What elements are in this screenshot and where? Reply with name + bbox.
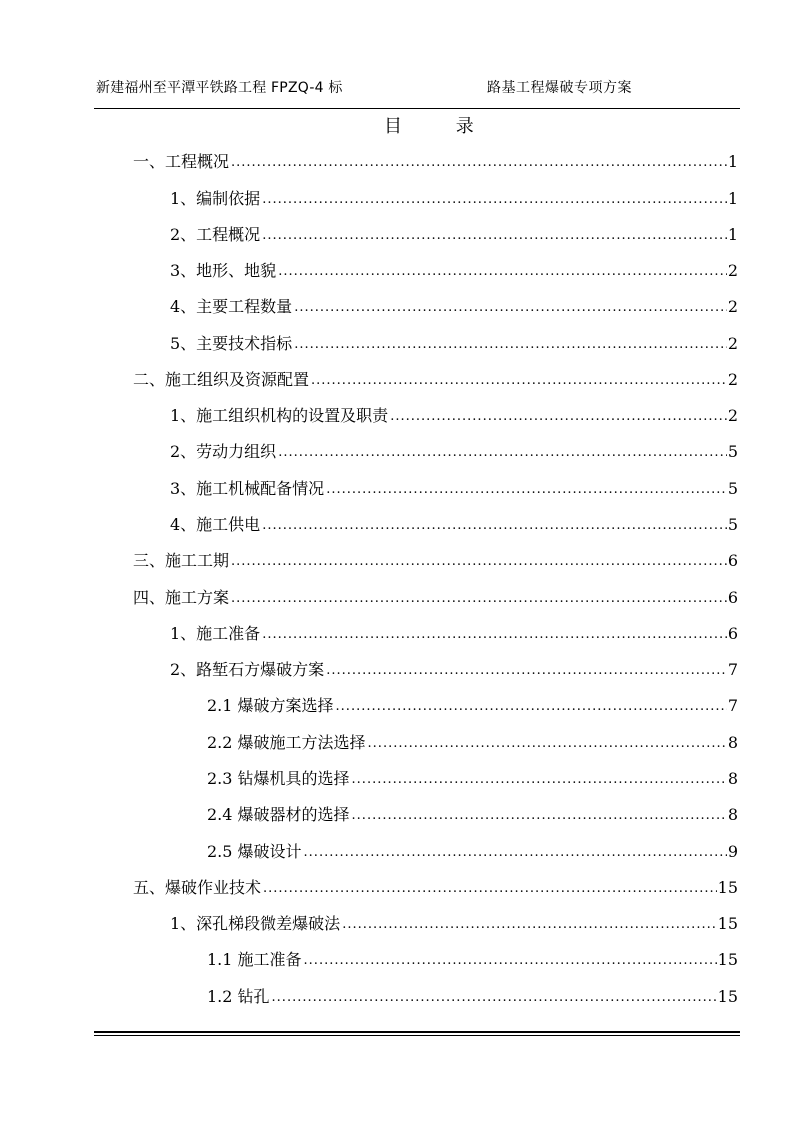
toc-leader-dots xyxy=(231,591,727,608)
toc-entry-page: 5 xyxy=(727,515,738,534)
toc-entry-label: 2.1 爆破方案选择 xyxy=(207,696,334,715)
toc-entry[interactable] xyxy=(170,185,738,209)
toc-entry-page: 2 xyxy=(727,370,738,389)
toc-entry-label: 2、工程概况 xyxy=(170,225,261,244)
toc-leader-dots xyxy=(311,373,727,390)
toc-entry-page: 8 xyxy=(727,805,738,824)
toc-entry[interactable] xyxy=(170,257,738,281)
toc-entry-page: 7 xyxy=(727,696,738,715)
toc-entry-label: 1、深孔梯段微差爆破法 xyxy=(170,914,341,933)
toc-leader-dots xyxy=(368,736,727,753)
toc-leader-dots xyxy=(262,228,727,245)
toc-entry[interactable] xyxy=(207,946,738,970)
toc-entry-page: 15 xyxy=(717,987,738,1006)
toc-leader-dots xyxy=(352,808,727,825)
toc-leader-dots xyxy=(231,155,727,172)
toc-entry[interactable] xyxy=(170,475,738,499)
toc-entry[interactable] xyxy=(170,330,738,354)
toc-leader-dots xyxy=(390,409,727,426)
toc-entry-label: 1、编制依据 xyxy=(170,189,261,208)
toc-leader-dots xyxy=(262,518,727,535)
toc-leader-dots xyxy=(263,881,717,898)
toc-leader-dots xyxy=(278,264,727,281)
toc-entry-page: 9 xyxy=(727,842,738,861)
toc-leader-dots xyxy=(272,990,717,1007)
toc-entry[interactable] xyxy=(133,547,738,571)
toc-entry[interactable] xyxy=(207,838,738,862)
toc-entry-page: 15 xyxy=(717,878,738,897)
toc-entry-label: 一、工程概况 xyxy=(133,152,230,171)
toc-entry[interactable] xyxy=(207,729,738,753)
toc-entry[interactable] xyxy=(170,656,738,680)
toc-entry-page: 6 xyxy=(727,588,738,607)
toc-entry-page: 8 xyxy=(727,769,738,788)
footer-rule-thin xyxy=(94,1035,740,1036)
toc-entry-label: 3、地形、地貌 xyxy=(170,261,277,280)
toc-leader-dots xyxy=(352,772,727,789)
toc-entry[interactable] xyxy=(170,402,738,426)
toc-leader-dots xyxy=(304,845,727,862)
toc-entry-page: 6 xyxy=(727,624,738,643)
toc-entry[interactable] xyxy=(133,148,738,172)
toc-entry[interactable] xyxy=(170,438,738,462)
toc-leader-dots xyxy=(262,192,727,209)
toc-leader-dots xyxy=(262,627,727,644)
toc-leader-dots xyxy=(294,300,727,317)
toc-entry-label: 二、施工组织及资源配置 xyxy=(133,370,310,389)
toc-entry-label: 1、施工准备 xyxy=(170,624,261,643)
toc-entry-label: 4、施工供电 xyxy=(170,515,261,534)
toc-entry-page: 5 xyxy=(727,442,738,461)
footer-rule-thick xyxy=(94,1031,740,1033)
toc-entry-label: 五、爆破作业技术 xyxy=(133,878,262,897)
toc-entry-page: 1 xyxy=(727,225,738,244)
toc-entry[interactable] xyxy=(207,765,738,789)
toc-leader-dots xyxy=(294,337,727,354)
toc-entry-page: 5 xyxy=(727,479,738,498)
toc-leader-dots xyxy=(231,554,727,571)
toc-entry[interactable] xyxy=(133,874,738,898)
toc-leader-dots xyxy=(326,663,727,680)
toc-entry-label: 四、施工方案 xyxy=(133,588,230,607)
toc-entry-label: 2.5 爆破设计 xyxy=(207,842,302,861)
toc-entry-page: 2 xyxy=(727,334,738,353)
toc-entry-label: 2.4 爆破器材的选择 xyxy=(207,805,350,824)
toc-entry[interactable] xyxy=(170,620,738,644)
toc-entry-page: 8 xyxy=(727,733,738,752)
toc-entry-label: 1.2 钻孔 xyxy=(207,987,270,1006)
page-header-right: 路基工程爆破专项方案 xyxy=(487,80,632,96)
toc-entry-page: 2 xyxy=(727,406,738,425)
toc-entry-page: 1 xyxy=(727,189,738,208)
toc-entry-label: 3、施工机械配备情况 xyxy=(170,479,325,498)
toc-entry-page: 2 xyxy=(727,297,738,316)
toc-entry-label: 2.3 钻爆机具的选择 xyxy=(207,769,350,788)
toc-entry-page: 15 xyxy=(717,914,738,933)
toc-entry-label: 1、施工组织机构的设置及职责 xyxy=(170,406,389,425)
toc-entry[interactable] xyxy=(207,983,738,1007)
page-header-left: 新建福州至平潭平铁路工程 FPZQ-4 标 xyxy=(96,80,343,96)
toc-entry[interactable] xyxy=(170,293,738,317)
toc-entry-label: 4、主要工程数量 xyxy=(170,297,293,316)
toc-entry-page: 15 xyxy=(717,950,738,969)
toc-entry-label: 2、劳动力组织 xyxy=(170,442,277,461)
toc-entry-label: 2、路堑石方爆破方案 xyxy=(170,660,325,679)
toc-entry-label: 1.1 施工准备 xyxy=(207,950,302,969)
toc-entry-label: 5、主要技术指标 xyxy=(170,334,293,353)
toc-entry[interactable] xyxy=(207,692,738,716)
toc-leader-dots xyxy=(342,917,716,934)
toc-entry[interactable] xyxy=(207,801,738,825)
toc-entry[interactable] xyxy=(170,221,738,245)
toc-entry-page: 6 xyxy=(727,551,738,570)
toc-leader-dots xyxy=(326,482,727,499)
toc-entry-page: 2 xyxy=(727,261,738,280)
toc-entry-page: 1 xyxy=(727,152,738,171)
toc-leader-dots xyxy=(304,953,717,970)
toc-entry[interactable] xyxy=(133,584,738,608)
toc-entry[interactable] xyxy=(170,910,738,934)
toc-leader-dots xyxy=(278,445,727,462)
toc-entry-label: 三、施工工期 xyxy=(133,551,230,570)
toc-entry-label: 2.2 爆破施工方法选择 xyxy=(207,733,366,752)
toc-leader-dots xyxy=(336,699,727,716)
toc-entry[interactable] xyxy=(170,511,738,535)
toc-entry[interactable] xyxy=(133,366,738,390)
toc-title: 目 录 xyxy=(384,116,498,137)
toc-entry-page: 7 xyxy=(727,660,738,679)
